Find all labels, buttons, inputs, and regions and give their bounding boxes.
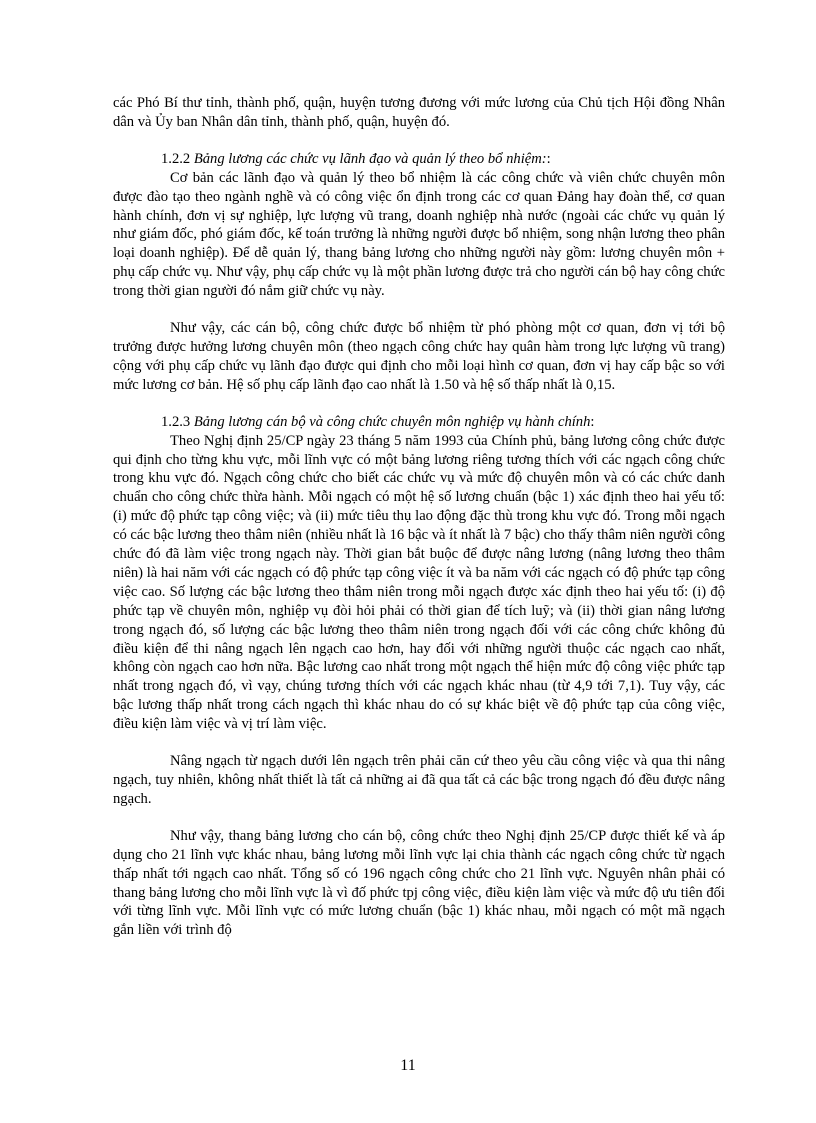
paragraph: Cơ bản các lãnh đạo và quản lý theo bổ nhiệm là các công chức và viên chức chuyên môn được đào tạo theo ngành nghề và có công việc ổn định trong các cơ quan Đảng hay đoàn thể, cơ quan hành chính, đơn vị sự nghiệp, lực lượng vũ trang, doanh nghiệp nhà nước (ngoài các chức vụ quản lý như giám đốc, phó giám đốc, kế toán trưởng là những người được bổ nhiệm, song nhận lương theo phân loại doanh nghiệp). Để dễ quản lý, thang bảng lương cho những người này gồm: lương chuyên môn + phụ cấp chức vụ. Như vậy, phụ cấp chức vụ là một phần lương được trả cho người cán bộ hay công chức trong thời gian người đó nắm giữ chức vụ này. (113, 169, 725, 300)
paragraph-gap (113, 395, 725, 413)
paragraph-gap (113, 301, 725, 319)
section-suffix: : (590, 413, 595, 430)
section-suffix: : (546, 150, 551, 167)
paragraph-gap (113, 809, 725, 827)
section-number: 1.2.2 (161, 150, 194, 167)
paragraph: Như vậy, các cán bộ, công chức được bổ nhiệm từ phó phòng một cơ quan, đơn vị tới bộ trưởng được hưởng lương chuyên môn (theo ngạch công chức hay quân hàm trong lực lượng vũ trang) cộng với phụ cấp chức vụ lãnh đạo được qui định cho mỗi loại hình cơ quan, đơn vị hay cấp bậc so với mức lương cơ bản. Hệ số phụ cấp lãnh đạo cao nhất là 1.50 và hệ số thấp nhất là 0,15. (113, 320, 725, 393)
section-title: Bảng lương cán bộ và công chức chuyên môn nghiệp vụ hành chính (193, 413, 591, 430)
paragraph-gap (113, 734, 725, 752)
paragraph: Nâng ngạch từ ngạch dưới lên ngạch trên phải căn cứ theo yêu cầu công việc và qua thi nâng ngạch, tuy nhiên, không nhất thiết là tất cả những ai đã qua tất cả các bậc trong ngạch đó đều được nâng ngạch. (113, 753, 725, 807)
paragraph-gap (113, 132, 725, 150)
document-body (113, 94, 725, 940)
section-heading-1-2-2 (113, 150, 725, 169)
page-number: 11 (400, 1057, 416, 1074)
section-title: Bảng lương các chức vụ lãnh đạo và quản lý theo bổ nhiệm: (193, 150, 547, 167)
section-number: 1.2.3 (161, 413, 194, 430)
paragraph: Như vậy, thang bảng lương cho cán bộ, công chức theo Nghị định 25/CP được thiết kế và áp dụng cho 21 lĩnh vực khác nhau, bảng lương mỗi lĩnh vực lại chia thành các ngạch công chức từ ngạch thấp nhất tới ngạch cao nhất. Tổng số có 196 ngạch công chức cho 21 lĩnh vực. Nguyên nhân phải có thang bảng lương cho mỗi lĩnh vực là vì đố phức tpj công việc, điều kiện làm việc và mức độ ưu tiên đối với từng lĩnh vực. Mỗi lĩnh vực có mức lương chuẩn (bậc 1) khác nhau, mỗi ngạch có một mã ngạch gắn liền với trình độ (113, 827, 725, 939)
paragraph-continued: các Phó Bí thư tỉnh, thành phố, quận, huyện tương đương với mức lương của Chủ tịch Hội đồng Nhân dân và Ủy ban Nhân dân tỉnh, thành phố, quận, huyện đó. (113, 95, 725, 130)
paragraph: Theo Nghị định 25/CP ngày 23 tháng 5 năm 1993 của Chính phủ, bảng lương công chức được qui định cho từng khu vực, mỗi lĩnh vực có một bảng lương riêng tương thích với các ngạch công chức trong khu vực đó. Ngạch công chức cho biết các chức vụ và mức độ chuyên môn và có các chức danh chuẩn cho công chức thừa hành. Mỗi ngạch có một hệ số lương chuẩn (bậc 1) xác định theo hai yếu tố: (i) mức độ phức tạp công việc; và (ii) mức tiêu thụ lao động đặc thù trong khu vực đó. Trong mỗi ngạch có các bậc lương theo thâm niên (nhiều nhất là 16 bậc và ít nhất là 7 bậc) cho thấy thâm niên người công chức đó đã làm việc trong ngạch này. Thời gian bắt buộc để được nâng lương (nâng lương theo thâm niên) là hai năm với các ngạch có độ phức tạp công việc ít và ba năm với các ngạch có độ phức tạp công việc cao. Số lượng các bậc lương theo thâm niên trong mỗi ngạch được xác định theo hai yếu tố: (i) độ phức tạp về chuyên môn, nghiệp vụ đòi hỏi phải có thời gian để tích luỹ; và (ii) thời gian nâng lương trong ngạch đó, số lượng các bậc lương theo thâm niên trong ngạch đối với các công chức không đủ điều kiện để thi nâng ngạch lên ngạch cao hơn, hay đối với những người thuộc các ngạch cao nhất, không còn ngạch cao hơn nữa. Bậc lương cao nhất trong một ngạch thể hiện mức độ công việc phức tạp nhất trong ngạch đó, vì vạy, chúng tương thích với các ngạch khác nhau (từ 4,9 tới 7,1). Tuy vậy, các bậc lương thấp nhất trong cách ngạch thì khác nhau do có sự khác biệt về độ phức tạp của công việc, điều kiện làm việc và vị trí làm việc. (113, 432, 725, 733)
section-heading-1-2-3 (113, 413, 725, 432)
